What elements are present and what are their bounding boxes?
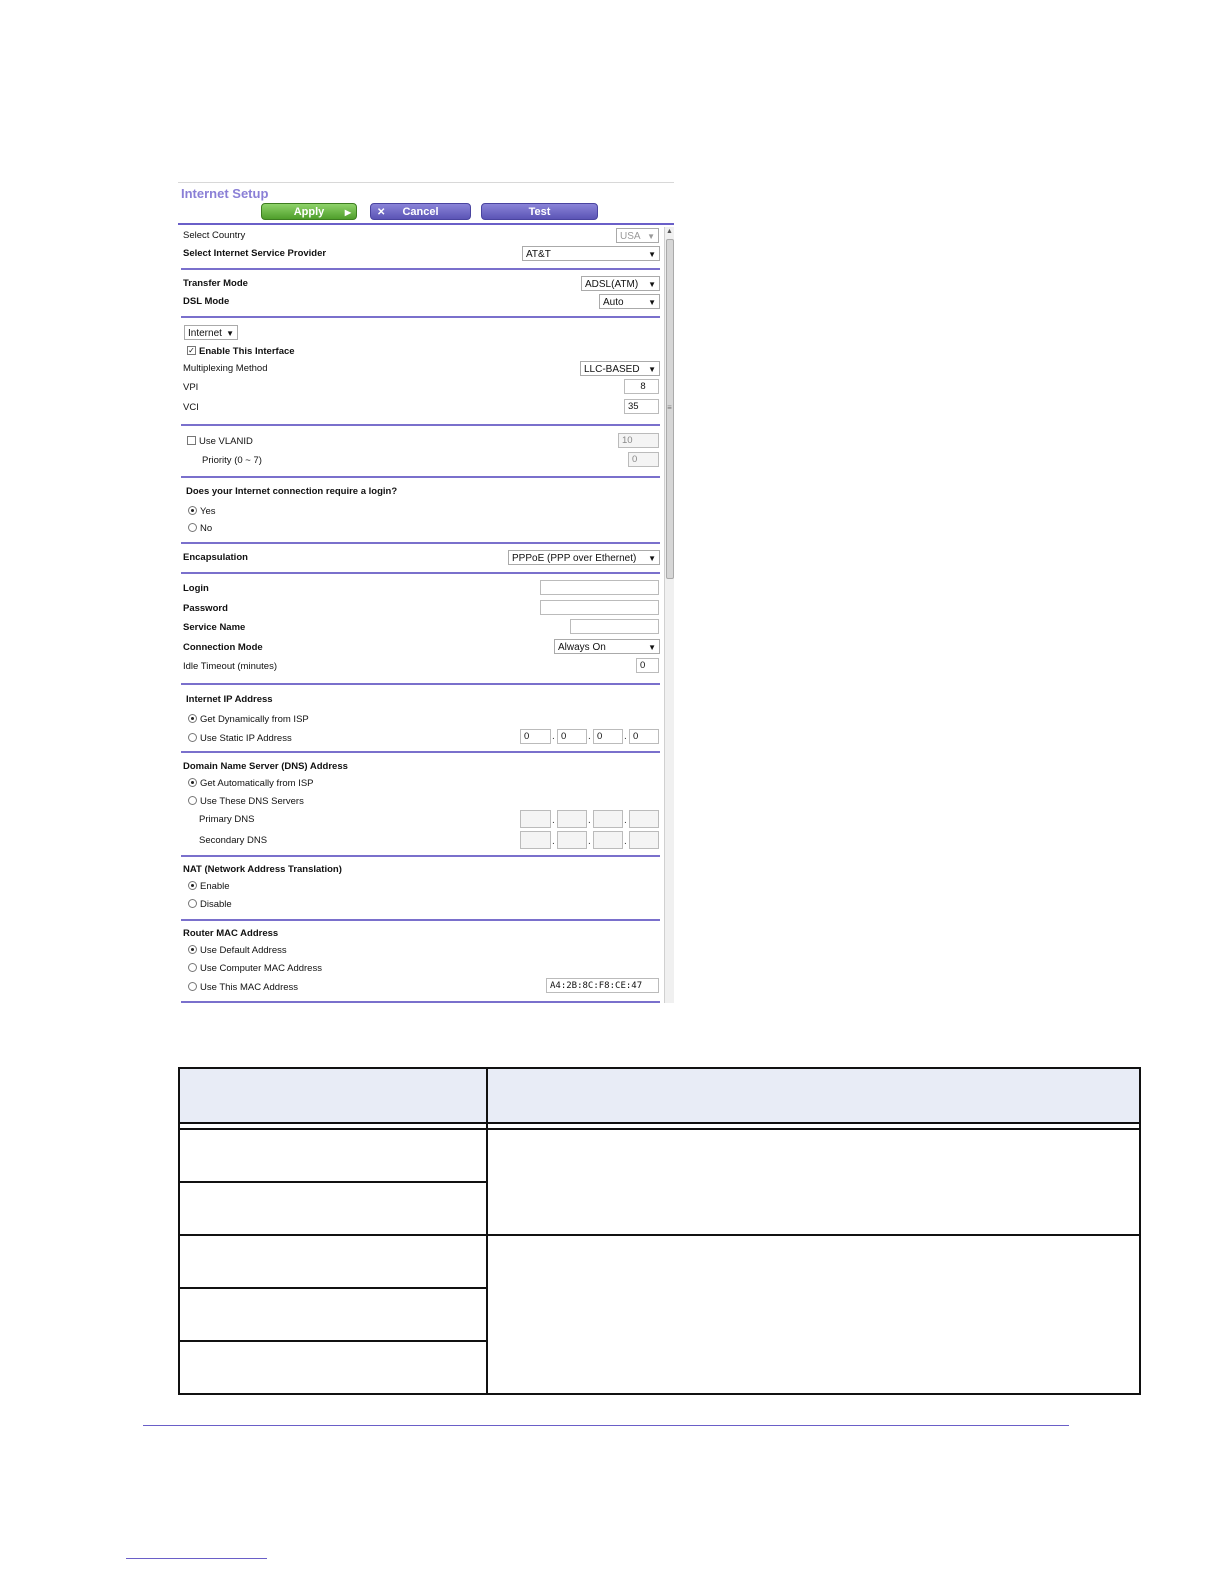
interface-value: Internet [188,328,222,339]
isp-label: Select Internet Service Provider [183,248,327,259]
section-divider [181,476,660,478]
primary-dns-octet-3[interactable] [593,810,623,828]
connection-mode-select[interactable] [554,639,660,654]
priority-label: Priority (0 ~ 7) [202,455,262,466]
mac-this-radio[interactable] [188,982,197,991]
login-no-radio[interactable] [188,523,197,532]
chevron-down-icon: ▼ [648,280,656,289]
vci-input[interactable]: 35 [624,399,659,414]
dsl-mode-value: Auto [603,297,624,308]
apply-button[interactable] [261,203,357,220]
encapsulation-label: Encapsulation [183,552,248,563]
dns-auto-radio[interactable] [188,778,197,787]
vci-label: VCI [183,402,199,413]
isp-select[interactable] [522,246,660,261]
dsl-mode-label: DSL Mode [183,296,230,307]
ip-address-heading: Internet IP Address [186,694,273,705]
apply-label: Apply [293,206,325,218]
chevron-down-icon: ▼ [648,643,656,652]
login-yes-label: Yes [200,506,216,517]
section-divider [181,542,660,544]
country-value: USA [620,231,641,242]
table-cell [487,1129,1140,1235]
connection-mode-label: Connection Mode [183,642,263,653]
mac-heading: Router MAC Address [183,928,279,939]
table-cell [179,1182,487,1235]
chevron-down-icon: ▼ [647,232,655,241]
chevron-down-icon: ▼ [226,329,234,338]
secondary-dns-octet-4[interactable] [629,831,659,849]
country-label: Select Country [183,230,246,241]
octet-dot: . [588,836,591,847]
dns-auto-label: Get Automatically from ISP [200,778,314,789]
multiplexing-select[interactable] [580,361,660,376]
ip-dynamic-radio[interactable] [188,714,197,723]
scrollbar-grip-icon: ≡ [667,403,672,412]
login-yes-radio[interactable] [188,506,197,515]
scroll-up-icon[interactable]: ▲ [666,228,673,235]
primary-dns-octet-1[interactable] [520,810,551,828]
enable-interface-label: Enable This Interface [199,346,295,357]
table-cell [179,1341,487,1394]
octet-dot: . [552,815,555,826]
table-cell [179,1288,487,1341]
dns-heading: Domain Name Server (DNS) Address [183,761,348,772]
octet-dot: . [588,815,591,826]
nat-heading: NAT (Network Address Translation) [183,864,342,875]
chevron-down-icon: ▼ [648,554,656,563]
table-header-cell [487,1068,1140,1123]
octet-dot: . [552,731,555,742]
test-label: Test [528,206,551,218]
country-select[interactable] [616,228,659,243]
primary-dns-octet-4[interactable] [629,810,659,828]
isp-value: AT&T [526,249,551,260]
footer-link-underline [126,1558,267,1559]
table-header-cell [179,1068,487,1123]
interface-select[interactable] [184,325,238,340]
secondary-dns-octet-1[interactable] [520,831,551,849]
login-label: Login [183,583,209,594]
login-question: Does your Internet connection require a login? [186,486,398,497]
octet-dot: . [624,815,627,826]
chevron-down-icon: ▼ [648,298,656,307]
transfer-mode-select[interactable] [581,276,660,291]
primary-dns-label: Primary DNS [199,814,255,825]
transfer-mode-value: ADSL(ATM) [585,279,639,290]
section-divider [181,268,660,270]
table-row [179,1129,1140,1182]
test-button[interactable] [481,203,598,220]
octet-dot: . [588,731,591,742]
section-divider [181,424,660,426]
apply-arrow-icon: ▶ [344,208,351,217]
header-divider [178,223,674,225]
section-divider [181,316,660,318]
section-divider [181,751,660,753]
multiplexing-value: LLC-BASED [584,364,640,375]
secondary-dns-octet-2[interactable] [557,831,587,849]
primary-dns-octet-2[interactable] [557,810,587,828]
password-input[interactable] [540,600,659,615]
octet-dot: . [552,836,555,847]
section-divider [181,919,660,921]
enable-interface-checkbox[interactable]: ✓ [188,346,195,355]
octet-dot: . [624,731,627,742]
mac-computer-radio[interactable] [188,963,197,972]
vpi-label: VPI [183,382,199,393]
ip-static-radio[interactable] [188,733,197,742]
ip-octet-4[interactable]: 0 [629,729,659,744]
encapsulation-value: PPPoE (PPP over Ethernet) [512,553,637,564]
chevron-down-icon: ▼ [648,250,656,259]
nat-enable-label: Enable [200,881,230,892]
multiplexing-label: Multiplexing Method [183,363,268,374]
priority-input[interactable]: 0 [628,452,659,467]
ip-dynamic-label: Get Dynamically from ISP [200,714,309,725]
encapsulation-select[interactable] [508,550,660,565]
vpi-input[interactable]: 8 [624,379,659,394]
ip-octet-1[interactable]: 0 [520,729,551,744]
idle-timeout-label: Idle Timeout (minutes) [183,661,277,672]
mac-computer-label: Use Computer MAC Address [200,963,322,974]
internet-setup-screenshot [178,182,674,1005]
ip-octet-3[interactable]: 0 [593,729,623,744]
table-header-row [179,1068,1140,1123]
connection-mode-value: Always On [558,642,606,653]
cancel-label: Cancel [402,206,439,218]
login-no-label: No [200,523,213,534]
idle-timeout-input[interactable]: 0 [636,658,659,673]
chevron-down-icon: ▼ [648,365,656,374]
nat-enable-radio[interactable] [188,881,197,890]
scrollbar[interactable] [664,227,674,1003]
transfer-mode-label: Transfer Mode [183,278,248,289]
footer-divider [143,1425,1069,1426]
nat-disable-radio[interactable] [188,899,197,908]
secondary-dns-octet-3[interactable] [593,831,623,849]
table-cell [179,1129,487,1182]
mac-this-label: Use This MAC Address [200,982,299,993]
section-divider [181,683,660,685]
section-divider [181,1001,660,1003]
mac-address-input[interactable]: A4:2B:8C:F8:CE:47 [546,978,659,993]
nat-disable-label: Disable [200,899,232,910]
secondary-dns-label: Secondary DNS [199,835,268,846]
dsl-mode-select[interactable] [599,294,660,309]
close-icon: ✕ [377,207,386,218]
octet-dot: . [624,836,627,847]
table-cell [487,1235,1140,1394]
ip-octet-2[interactable]: 0 [557,729,587,744]
page-title: Internet Setup [181,186,269,201]
cancel-button[interactable] [370,203,471,220]
table-row [179,1235,1140,1288]
service-name-input[interactable] [570,619,659,634]
dns-manual-radio[interactable] [188,796,197,805]
ip-static-label: Use Static IP Address [200,733,292,744]
dns-manual-label: Use These DNS Servers [200,796,304,807]
mac-default-label: Use Default Address [200,945,287,956]
password-label: Password [183,603,228,614]
vlan-input[interactable]: 10 [618,433,659,448]
vlan-checkbox[interactable] [187,436,196,445]
login-input[interactable] [540,580,659,595]
table-cell [179,1235,487,1288]
service-name-label: Service Name [183,622,246,633]
settings-table [178,1067,1141,1395]
vlan-label: Use VLANID [199,436,253,447]
section-divider [181,572,660,574]
section-divider [181,855,660,857]
mac-default-radio[interactable] [188,945,197,954]
